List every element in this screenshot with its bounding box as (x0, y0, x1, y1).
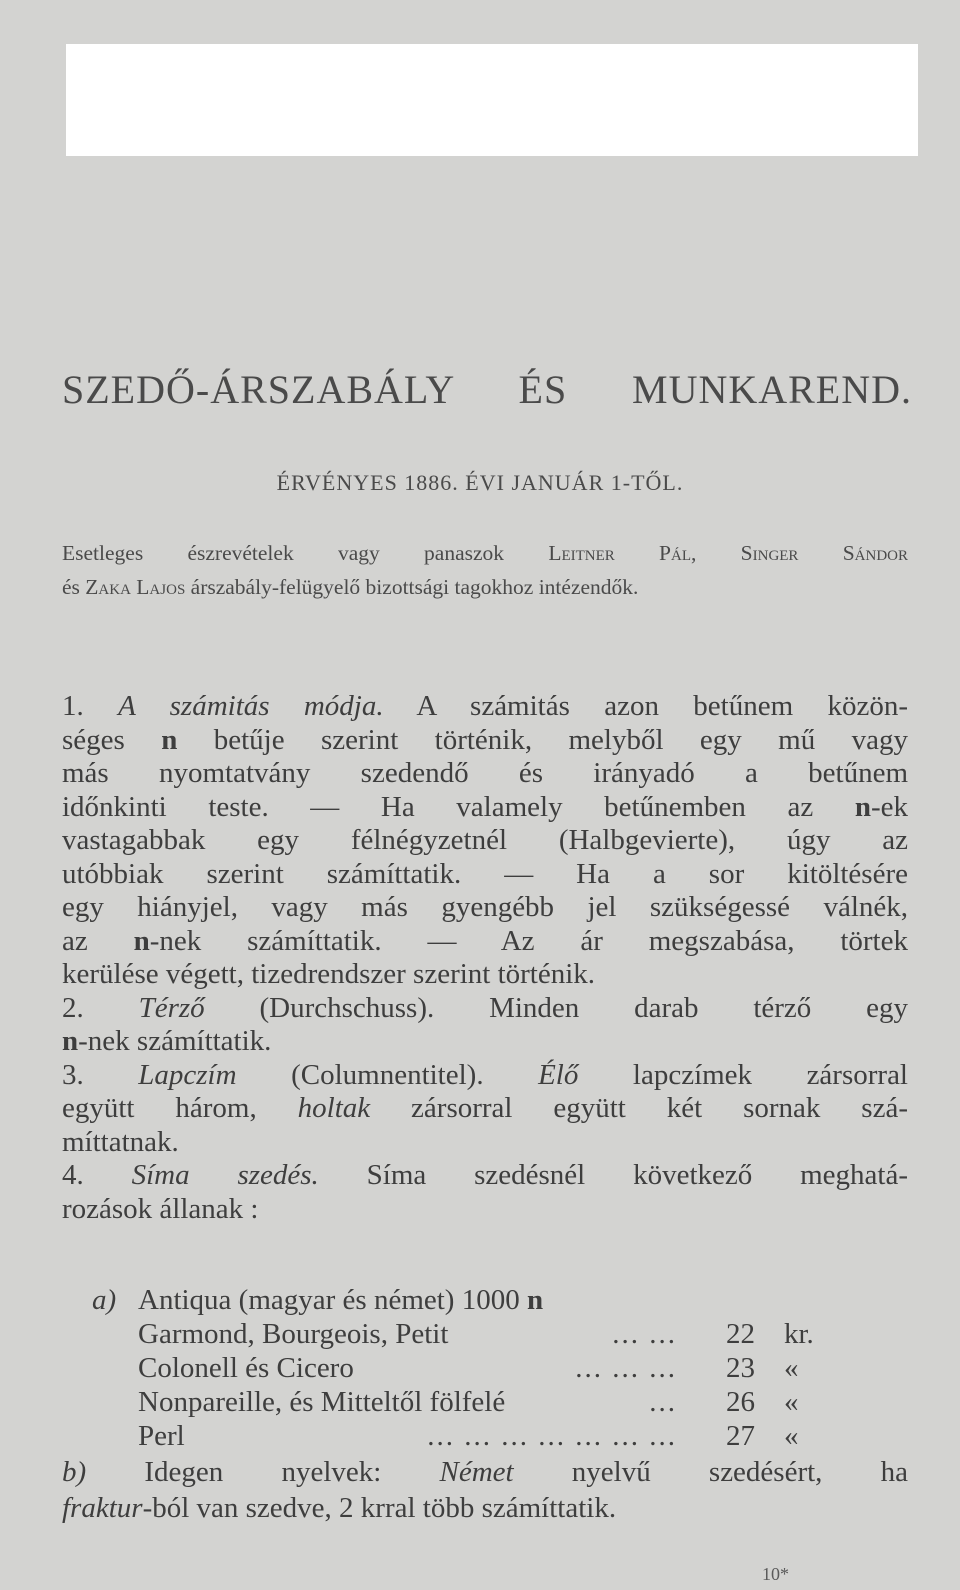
section-2: 2. Térző (Durchschuss). Minden darab térző egy (62, 991, 908, 1024)
section-heading: Síma szedés. (131, 1159, 319, 1191)
complaint-note (62, 536, 908, 604)
person-name: Zaka Lajos (85, 575, 186, 599)
section-heading: Térző (138, 991, 205, 1024)
foreign-languages: b) Idegen nyelvek: Német nyelvű szedésért, ha fraktur-ból van szedve, 2 krral több számíttatik. (62, 1456, 908, 1524)
page-number: 10* (762, 1564, 789, 1584)
section-heading: A számitás módja. (118, 690, 384, 722)
page-title: SZEDŐ-ÁRSZABÁLY ÉS MUNKAREND. (62, 367, 912, 412)
section-4: 4. Síma szedés. Síma szedésnél következő meghatá- (62, 1159, 908, 1191)
rate-row: Colonell és Cicero ... ... ... 23 « (138, 1352, 799, 1384)
person-name: Leitner Pál (548, 541, 691, 565)
rate-intro: a) Antiqua (magyar és német) 1000 n (92, 1284, 544, 1316)
person-name: Singer Sándor (740, 541, 909, 565)
rate-row: Perl ... ... ... ... ... ... ... 27 « (138, 1420, 799, 1452)
note-line-2: és Zaka Lajos árszabály-felügyelő bizottsági tagokhoz intézendők. (62, 575, 639, 599)
redaction-block (66, 44, 918, 156)
section-3: 3. Lapczím (Columnentitel). Élő lapczímek zársorral (62, 1058, 908, 1091)
rate-table (62, 1283, 842, 1453)
rate-row: Nonpareille, és Mitteltől fölfelé ... 26 « (138, 1386, 799, 1418)
page-subtitle: ÉRVÉNYES 1886. ÉVI JANUÁR 1-TŐL. (276, 470, 684, 495)
note-line-1: Esetleges észrevételek vagy panaszok Leitner Pál, Singer Sándor (62, 541, 909, 565)
rate-row: Garmond, Bourgeois, Petit ... ... 22 kr. (138, 1318, 814, 1350)
section-heading: Lapczím (138, 1058, 237, 1091)
section-1: 1. A számitás módja. A számitás azon betűnem közön- (62, 690, 909, 722)
rules-body: 1. A számitás módja. A számitás azon betűnem közön- séges n betűje szerint történik, melyből egy mű vagy más nyomtatvány szedendő és irányadó a betűnem időnkinti teste. — Ha valamely betűnemben az n-ek vastagabbak egy félnégyzetnél (Halbgevierte), úgy az utóbbiak szerint számíttatik. — Ha a sor kitöltésére egy hiányjel, vagy más gyengébb jel szükségessé válnék, az n-nek számíttatik. — Az ár megszabása, törtek kerülése végett, tizedrendszer szerint történik. 2. Térző (Durchschuss). Minden darab térző egy n-nek számíttatik. 3. Lapczím (Columnentitel). Élő lapczímek zársorral együtt három, holtak zársorral együtt két sornak szá- míttatnak. 4. Síma szedés. Síma szedésnél következő meghatá- rozások állanak : (62, 690, 909, 1225)
